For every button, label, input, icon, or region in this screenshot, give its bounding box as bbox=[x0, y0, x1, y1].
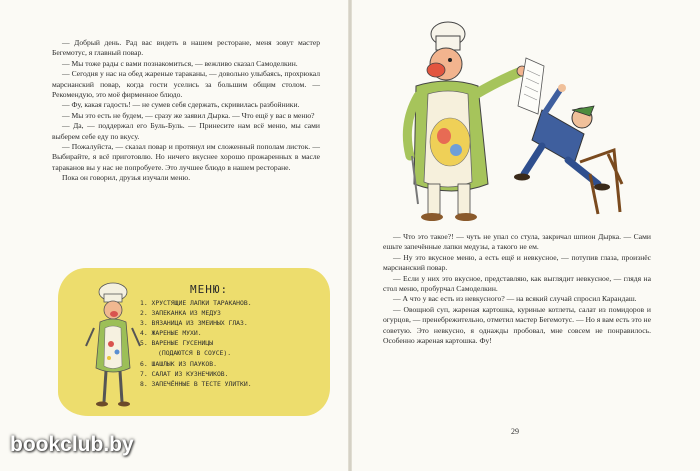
menu-item: 8. ЗАПЕЧЁННЫЕ В ТЕСТЕ УЛИТКИ. bbox=[140, 379, 252, 388]
watermark: bookclub.by bbox=[10, 433, 134, 456]
menu-item: 5. ВАРЕНЫЕ ГУСЕНИЦЫ bbox=[140, 339, 214, 348]
page-number: 29 bbox=[511, 427, 519, 436]
paragraph: — Ну это вкусное меню, а есть ещё и невкусное, — потупив глаза, произнёс марсианский повар. bbox=[383, 252, 651, 273]
paragraph: — Сегодня у нас на обед жареные тараканы, — довольно улыбаясь, прохрюкал марсианский повар, когда гости уселись за большим общим столом. — Рекомендую, это моё фирменное блюдо. bbox=[52, 69, 320, 100]
menu-list bbox=[140, 298, 252, 389]
book-gutter bbox=[348, 0, 352, 471]
chef-figure-illustration bbox=[78, 276, 148, 414]
paragraph: — Да, — поддержал его Буль-Буль. — Принесите нам всё меню, мы сами выберем себе еду по вкусу. bbox=[52, 121, 320, 141]
menu-item: 7. САЛАТ ИЗ КУЗНЕЧИКОВ. bbox=[140, 369, 229, 378]
paragraph: Пока он говорил, друзья изучали меню. bbox=[62, 173, 191, 183]
paragraph: — Что это такое?! — чуть не упал со стула, закричал шпион Дырка. — Сами ешьте запечённые лапки медузы, а такого не ем. bbox=[383, 232, 651, 252]
paragraph: — Мы тоже рады с вами познакомиться, — вежливо сказал Самоделкин. bbox=[62, 58, 298, 68]
menu-item: 6. ШАШЛЫК ИЗ ПАУКОВ. bbox=[140, 359, 217, 368]
menu-item: (ПОДАЮТСЯ В СОУСЕ). bbox=[158, 349, 232, 358]
menu-item: 3. ВЯЗАНИЦА ИЗ ЗМЕИНЫХ ГЛАЗ. bbox=[140, 319, 248, 328]
paragraph: — Добрый день. Рад вас видеть в нашем ресторане, меня зовут мастер Бегемотус, я главный повар. bbox=[52, 38, 320, 58]
menu-item: 1. ХРУСТЯЩИЕ ЛАПКИ ТАРАКАНОВ. bbox=[140, 299, 252, 307]
chef-and-guest-illustration bbox=[392, 14, 632, 224]
menu-item: 4. ЖАРЕНЫЕ МУХИ. bbox=[140, 329, 202, 338]
paragraph: — Овощной суп, жареная картошка, куриные котлеты, салат из помидоров и огурцов, — пренебрежительно, отметил мастер Бегемотус. — Но я вам есть это не советую. Это невкусно, я однажды пробовал, мне совсем не понравилось. Особенно жареная картошка. Фу! bbox=[383, 304, 651, 346]
paragraph: — Мы это есть не будем, — сразу же заявил Дырка. — Что ещё у вас в меню? bbox=[62, 110, 315, 120]
paragraph: — А что у вас есть из невкусного? — на всякий случай спросил Карандаш. bbox=[393, 294, 637, 304]
paragraph: — Фу, какая гадость! — не сумев себя сдержать, скривилась разбойники. bbox=[62, 100, 300, 110]
paragraph: — Если у них это вкусное, представляю, как выглядит невкусное, — глядя на стол меню, пробурчал Самоделкин. bbox=[383, 273, 651, 294]
menu-title: МЕНЮ: bbox=[190, 283, 229, 296]
menu-item: 2. ЗАПЕКАНКА ИЗ МЕДУЗ bbox=[140, 309, 221, 318]
left-page-text bbox=[52, 38, 320, 184]
right-page-text bbox=[383, 232, 651, 346]
paragraph: — Пожалуйста, — сказал повар и протянул им сложенный пополам листок. — Выбирайте, я всё приготовлю. Но ничего вкуснее хорошо прожаренных в масле тараканов вы у нас не попробуете. Это лучшее блюдо в нашем ресторане. bbox=[52, 142, 320, 172]
